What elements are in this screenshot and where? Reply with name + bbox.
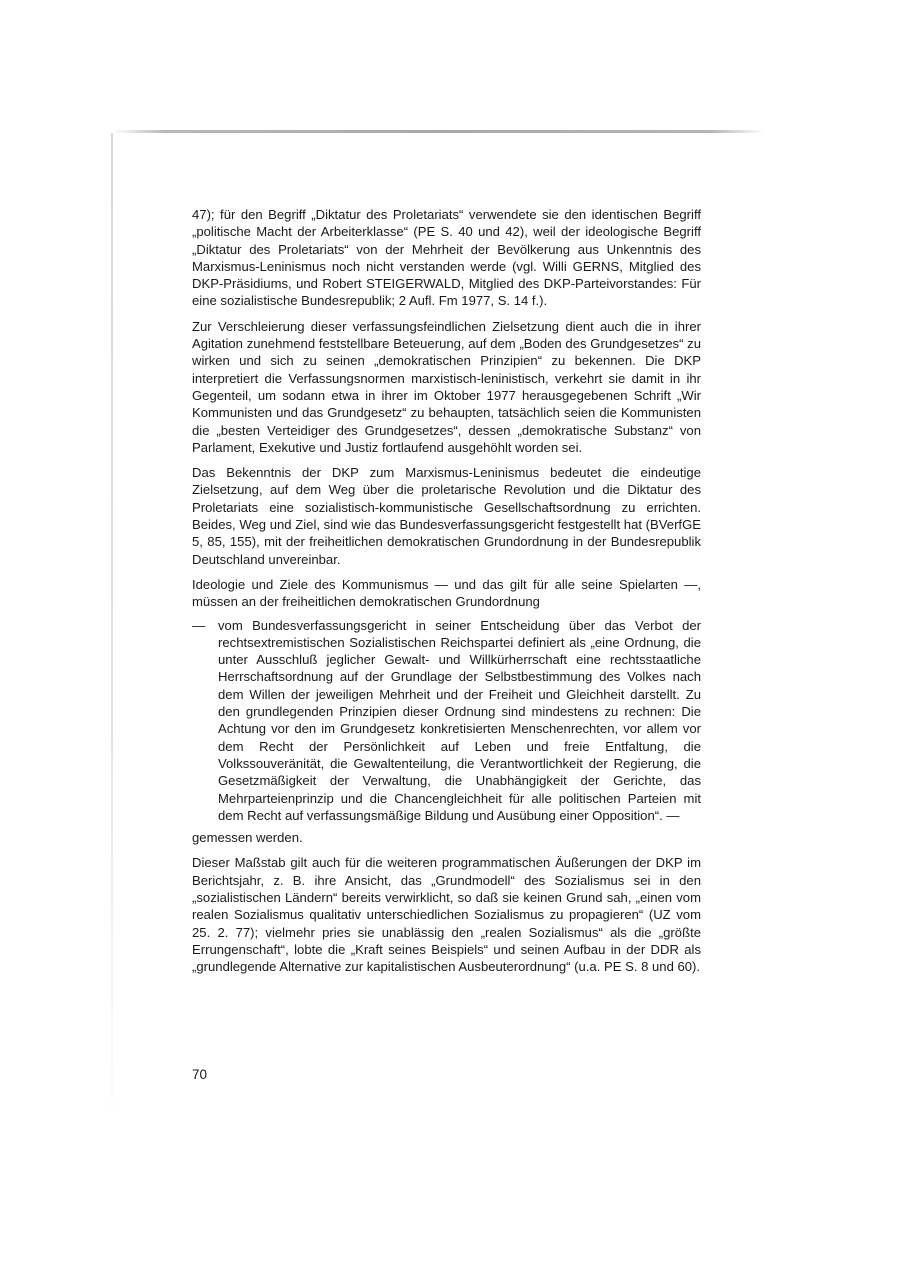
paragraph-3: Das Bekenntnis der DKP zum Marxismus-Leninismus bedeutet die eindeutige Zielsetzung, auf dem Weg über die proletarische Revolution und die Diktatur des Proletariats eine sozialistisch-kommunistische Gesellschaftsordnung zu errichten. Beides, Weg und Ziel, sind wie das Bundesverfassungsgericht festgestellt hat (BVerfGE 5, 85, 155), mit der freiheitlichen demokratischen Grundordnung in der Bundesrepublik Deutschland unvereinbar.: [192, 465, 701, 567]
scan-top-edge: [112, 130, 764, 133]
page-number: 70: [192, 1067, 208, 1082]
closing-paragraph: Dieser Maßstab gilt auch für die weiteren programmatischen Äußerungen der DKP im Berichtsjahr, z. B. ihre Ansicht, das „Grundmodell“ des Sozialismus sei in den „sozialistischen Ländern“ bereits verwirklicht, so daß sie keinen Grund sah, „einen vom realen Sozialismus qualitativ unterschiedlichen Sozialismus zu propagieren“ (UZ vom 25. 2. 77); vielmehr pries sie unablässig den „realen Sozialismus“ als die „größte Errungenschaft“, lobte die „Kraft seines Beispiels“ und seinen Aufbau in der DDR als „grundlegende Alternative zur kapitalistischen Ausbeuterordnung“ (u.a. PE S. 8 und 60).: [192, 855, 701, 975]
dash-bullet: —: [192, 617, 206, 633]
paragraph-after-dash: gemessen werden.: [192, 830, 303, 846]
dash-list-item: [192, 617, 701, 825]
paragraph-1: 47); für den Begriff „Diktatur des Proletariats“ verwendete sie den identischen Begriff „politische Macht der Arbeiterklasse“ (PE S. 40 und 42), weil der ideologische Begriff „Diktatur des Proletariats“ von der Mehrheit der Bevölkerung aus Unkenntnis des Marxismus-Leninismus noch nicht verstanden werde (vgl. Willi GERNS, Mitglied des DKP-Präsidiums, und Robert STEIGERWALD, Mitglied des DKP-Parteivorstandes: Für eine sozialistische Bundesrepublik; 2 Aufl. Fm 1977, S. 14 f.).: [192, 207, 701, 309]
dash-item-text: vom Bundesverfassungsgericht in seiner Entscheidung über das Verbot der rechtsextremistischen Sozialistischen Reichspartei definiert als „eine Ordnung, die unter Ausschluß jeglicher Gewalt- und Willkürherrschaft eine rechtsstaatliche Herrschaftsordnung auf der Grundlage der Selbstbestimmung des Volkes nach dem Willen der jeweiligen Mehrheit und der Freiheit und Gleichheit darstellt. Zu den grundlegenden Prinzipien dieser Ordnung sind mindestens zu rechnen: Die Achtung vor den im Grundgesetz konkretisierten Menschenrechten, vor allem vor dem Recht der Persönlichkeit auf Leben und freie Entfaltung, die Volkssouveränität, die Gewaltenteilung, die Verantwortlichkeit der Regierung, die Gesetzmäßigkeit der Verwaltung, die Unabhängigkeit der Gerichte, das Mehrparteienprinzip und die Chancengleichheit für alle politischen Parteien mit dem Recht auf verfassungsmäßige Bildung und Ausübung einer Opposition“. —: [218, 617, 701, 823]
page-body: [192, 206, 701, 983]
scan-left-edge: [111, 133, 113, 1133]
paragraph-2: Zur Verschleierung dieser verfassungsfeindlichen Zielsetzung dient auch die in ihrer Agitation zunehmend feststellbare Beteuerung, auf dem „Boden des Grundgesetzes“ zu wirken und sich zu seinen „demokratischen Prinzipien“ zu bekennen. Die DKP interpretiert die Verfassungsnormen marxistisch-leninistisch, verkehrt sie damit in ihr Gegenteil, um sodann etwa in ihrer im Oktober 1977 herausgegebenen Schrift „Wir Kommunisten und das Grundgesetz“ zu behaupten, tatsächlich seien die Kommunisten die „besten Verteidiger des Grundgesetzes“, dessen „demokratische Substanz“ von Parlament, Exekutive und Justiz fortlaufend ausgehöhlt worden sei.: [192, 318, 701, 455]
paragraph-4: Ideologie und Ziele des Kommunismus — und das gilt für alle seine Spielarten —, müssen an der freiheitlichen demokratischen Grundordnung: [192, 576, 701, 610]
